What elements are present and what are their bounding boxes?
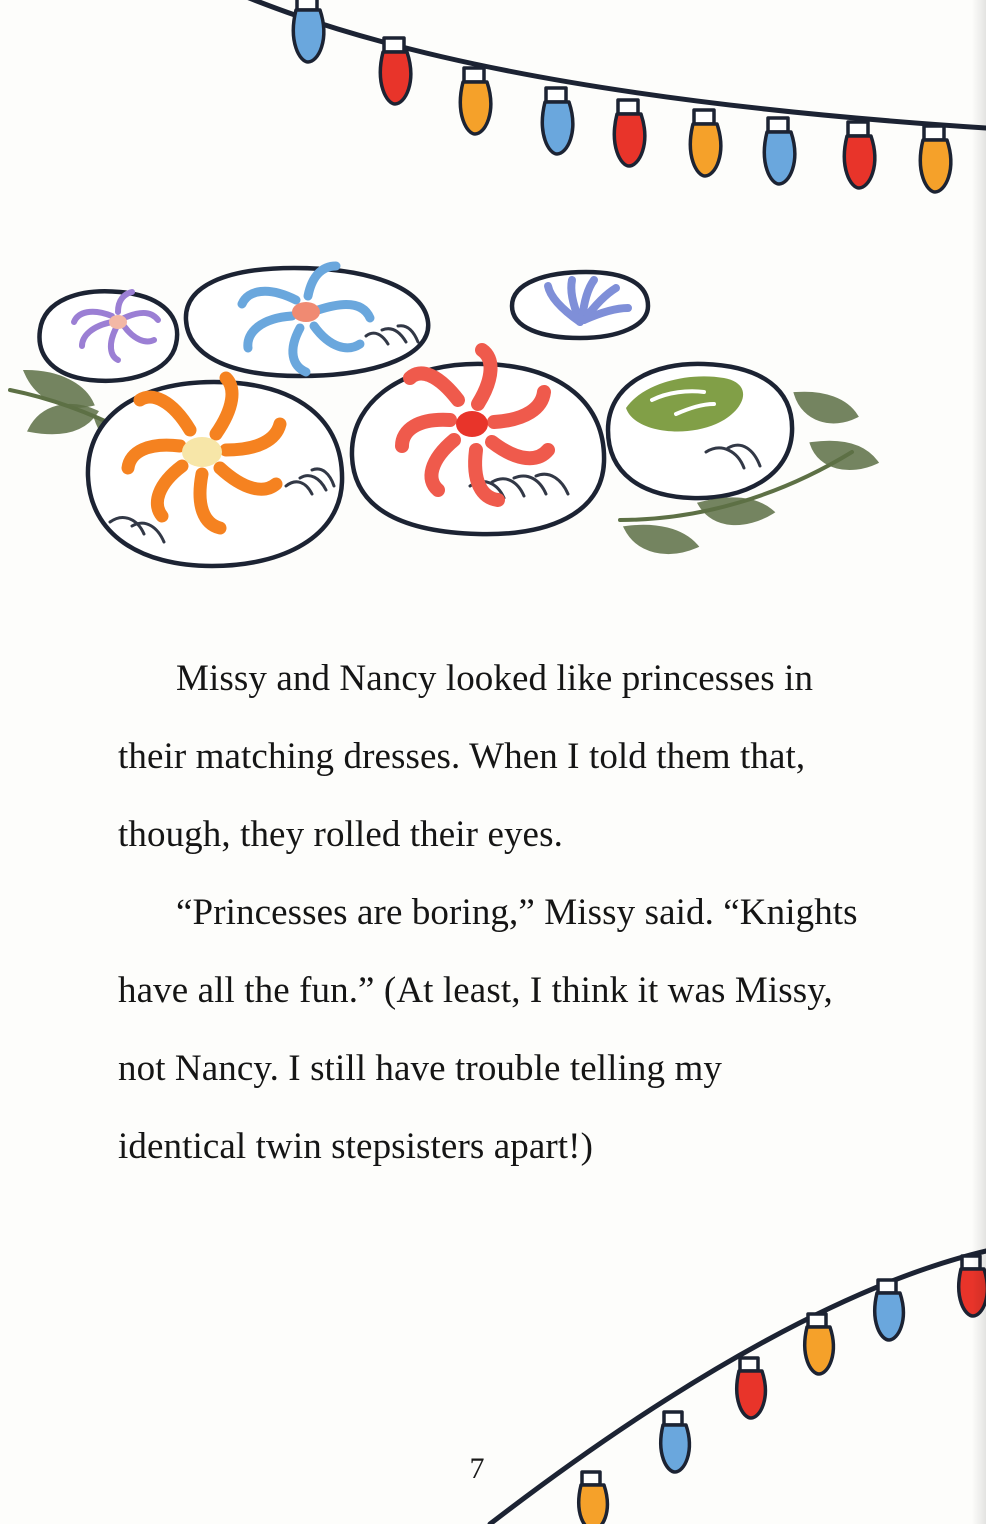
flower-center-purple-stone <box>109 315 127 329</box>
paragraph-2-text: “Princesses are boring,” Missy said. “Knights have all the fun.” (At least, I think it was Missy, not Nancy. I still have trouble telling my identical twin stepsisters apart!) <box>118 892 858 1167</box>
flower-center-blue-stone <box>292 302 320 322</box>
bottom-illustration <box>430 1210 986 1524</box>
page-number-value: 7 <box>469 1452 485 1485</box>
flower-center-coral-stone <box>456 411 488 437</box>
page-body-text <box>118 640 858 1186</box>
paragraph-2 <box>118 874 858 1186</box>
bulb-group <box>293 0 950 192</box>
flower-center-orange-stone <box>182 437 222 467</box>
paragraph-1-text: Missy and Nancy looked like princesses in their matching dresses. When I told them that, though, they rolled their eyes. <box>118 658 814 855</box>
paragraph-1 <box>118 640 858 874</box>
top-illustration <box>0 0 986 620</box>
